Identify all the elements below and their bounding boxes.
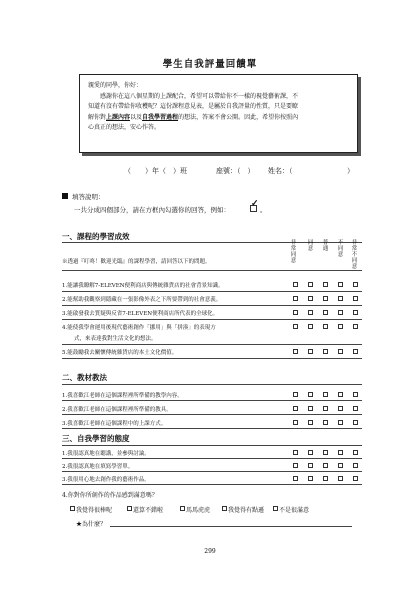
rating-checkbox[interactable] <box>338 296 343 301</box>
rating-checkbox[interactable] <box>353 282 358 287</box>
intro-emphasis-content: 上課內容 <box>106 113 131 121</box>
intro-line-4 <box>88 113 349 124</box>
divider <box>62 445 362 446</box>
question-row: 3.能啟發我去質疑與反省7-ELEVEN便利商店所代表的全球化。 <box>62 311 219 317</box>
rating-checkbox[interactable] <box>353 310 358 315</box>
rating-checkbox[interactable] <box>338 324 343 329</box>
option-label: 還算不錯啦 <box>133 507 164 514</box>
rating-checkbox[interactable] <box>293 476 298 481</box>
option-checkbox[interactable] <box>180 506 185 511</box>
rating-checkbox[interactable] <box>308 296 313 301</box>
option-checkbox[interactable] <box>70 506 75 511</box>
page-number: 299 <box>204 548 216 555</box>
rating-checkbox[interactable] <box>353 349 358 354</box>
rating-checkbox[interactable] <box>308 282 313 287</box>
divider <box>62 384 362 385</box>
option-checkbox[interactable] <box>273 506 278 511</box>
divider <box>62 270 362 271</box>
rating-checkbox[interactable] <box>323 476 328 481</box>
rating-checkbox[interactable] <box>308 349 313 354</box>
rating-checkbox[interactable] <box>338 476 343 481</box>
instructions-period: 。 <box>260 206 267 214</box>
name-field-end: ） <box>347 167 354 175</box>
intro-emphasis-process: 自我學習過程 <box>142 113 179 121</box>
section1-lead: ※透過『叮咚！歡迎光臨』的課程學習，請回答以下的問題。 <box>62 259 211 265</box>
rating-checkbox[interactable] <box>308 450 313 455</box>
rating-checkbox[interactable] <box>338 392 343 397</box>
column-strongly-agree: 非常同意 <box>290 240 297 264</box>
question-row: 2.我很認真地在填寫學習單。 <box>62 464 134 470</box>
rating-checkbox[interactable] <box>353 392 358 397</box>
divider <box>62 319 362 320</box>
option-label: 不是很滿意 <box>279 507 310 514</box>
rating-checkbox[interactable] <box>308 324 313 329</box>
rating-checkbox[interactable] <box>293 392 298 397</box>
rating-checkbox[interactable] <box>293 282 298 287</box>
divider <box>62 291 362 292</box>
option-label: 馬馬虎虎 <box>186 507 211 514</box>
intro-line-3: 知道有沒有帶給你收穫呢？這份課程意見表，是屬於自我評量的性質，只是要瞭 <box>88 103 299 110</box>
intro-greeting: 親愛的同學，你好： <box>88 82 143 89</box>
rating-checkbox[interactable] <box>308 420 313 425</box>
column-neutral: 普通 <box>322 240 329 252</box>
question-row-continued: 式，來表達我對生活文化的想法。 <box>74 336 157 342</box>
rating-checkbox[interactable] <box>308 463 313 468</box>
rating-checkbox[interactable] <box>338 463 343 468</box>
divider <box>62 358 362 359</box>
rating-checkbox[interactable] <box>308 310 313 315</box>
divider <box>62 242 362 243</box>
column-agree: 同意 <box>307 240 314 252</box>
column-disagree: 不同意 <box>337 240 344 258</box>
divider <box>62 344 362 345</box>
intro-text: 的想法，答案不會公開。因此，希望你按照內 <box>178 113 299 121</box>
rating-checkbox[interactable] <box>308 392 313 397</box>
intro-text: 解你對 <box>88 113 107 121</box>
intro-line-2: 感謝你在這八個星期的上課配合，希望可以帶給你不一樣的視覺藝術課，不 <box>100 92 299 100</box>
rating-checkbox[interactable] <box>323 392 328 397</box>
rating-checkbox[interactable] <box>293 324 298 329</box>
option-label: 我覺得很棒呢 <box>76 507 113 514</box>
section3-heading: 三、自我學習的態度 <box>62 434 130 443</box>
option-label: 我覺得有點遜 <box>228 507 265 514</box>
rating-checkbox[interactable] <box>323 310 328 315</box>
rating-checkbox[interactable] <box>338 310 343 315</box>
rating-checkbox[interactable] <box>323 296 328 301</box>
intro-line-5: 心真正的想法，安心作答。 <box>88 124 161 131</box>
satisfaction-options <box>70 505 370 515</box>
rating-checkbox[interactable] <box>353 324 358 329</box>
rating-checkbox[interactable] <box>353 450 358 455</box>
rating-checkbox[interactable] <box>338 420 343 425</box>
section1-heading: 一、課程的學習成效 <box>62 232 130 241</box>
question-row: 1.我喜歡江老師在這個課程裡所準備的教學內容。 <box>62 393 183 399</box>
why-label: ★為什麼？ <box>76 521 107 528</box>
rating-checkbox[interactable] <box>338 406 343 411</box>
divider <box>62 305 362 306</box>
rating-checkbox[interactable] <box>338 282 343 287</box>
rating-checkbox[interactable] <box>293 450 298 455</box>
section2-heading: 二、教材教法 <box>62 373 107 382</box>
question-row: 5.能鼓勵我去關懷傳統雜貨店的本土文化價值。 <box>62 350 178 356</box>
divider <box>62 428 362 429</box>
rating-checkbox[interactable] <box>353 463 358 468</box>
question-row: 2.能幫助我觀察到隱藏在一張影像外表之下所要帶到的社會意義。 <box>62 297 222 303</box>
why-answer-line[interactable] <box>110 526 352 527</box>
rating-checkbox[interactable] <box>323 463 328 468</box>
seat-number-field[interactable]: 座號：（ ） <box>216 167 255 175</box>
question-row: 3.我很用心地去創作我的藝術作品。 <box>62 477 150 483</box>
square-bullet-icon <box>62 193 68 199</box>
instructions-heading: 填答說明： <box>72 193 105 201</box>
rating-checkbox[interactable] <box>338 349 343 354</box>
question-row: 3.我喜歡江老師在這個課程中的上課方式。 <box>62 421 167 427</box>
rating-checkbox[interactable] <box>293 296 298 301</box>
divider <box>62 414 362 415</box>
question-row: 1.我很認真地在聽講，並參與討論。 <box>62 451 150 457</box>
rating-checkbox[interactable] <box>293 420 298 425</box>
rating-checkbox[interactable] <box>323 450 328 455</box>
checkmark-icon: ✓ <box>251 199 259 209</box>
rating-checkbox[interactable] <box>293 463 298 468</box>
rating-checkbox[interactable] <box>293 310 298 315</box>
name-field[interactable]: 姓名：（ <box>268 167 293 175</box>
rating-checkbox[interactable] <box>338 450 343 455</box>
option-checkbox[interactable] <box>222 506 227 511</box>
divider <box>62 471 362 472</box>
divider <box>62 458 362 459</box>
rating-checkbox[interactable] <box>323 324 328 329</box>
divider <box>62 484 362 485</box>
question-row: 2.我喜歡江老師在這個課程裡所準備的教具。 <box>62 407 172 413</box>
rating-checkbox[interactable] <box>353 296 358 301</box>
question-row: 1.能讓我瞭解7-ELEVEN便利商店與傳統雜貨店的社會背景知識。 <box>62 283 224 289</box>
rating-checkbox[interactable] <box>308 476 313 481</box>
divider <box>62 400 362 401</box>
rating-checkbox[interactable] <box>323 282 328 287</box>
rating-checkbox[interactable] <box>323 349 328 354</box>
rating-checkbox[interactable] <box>353 476 358 481</box>
year-class-field[interactable]: （ ）年（ ）班 <box>124 167 187 175</box>
intro-letter-box <box>79 74 358 153</box>
rating-checkbox[interactable] <box>293 406 298 411</box>
page-title: 學生自我評量回饋單 <box>162 59 258 70</box>
instructions-body: 一共分成四個部分，請在方框內勾選你的回答，例如： <box>74 206 230 214</box>
section4-question: 4.你對你所創作的作品感到滿意嗎？ <box>62 492 158 499</box>
rating-checkbox[interactable] <box>353 420 358 425</box>
rating-checkbox[interactable] <box>353 406 358 411</box>
rating-checkbox[interactable] <box>323 406 328 411</box>
intro-text: 以及 <box>130 113 143 121</box>
rating-checkbox[interactable] <box>323 420 328 425</box>
option-checkbox[interactable] <box>127 506 132 511</box>
question-row: 4.能使我學會運用後現代藝術創作「挪用」與「拼湊」的表現方 <box>62 325 216 331</box>
rating-checkbox[interactable] <box>293 349 298 354</box>
rating-checkbox[interactable] <box>308 406 313 411</box>
column-strongly-disagree: 非常不同意 <box>351 240 358 270</box>
